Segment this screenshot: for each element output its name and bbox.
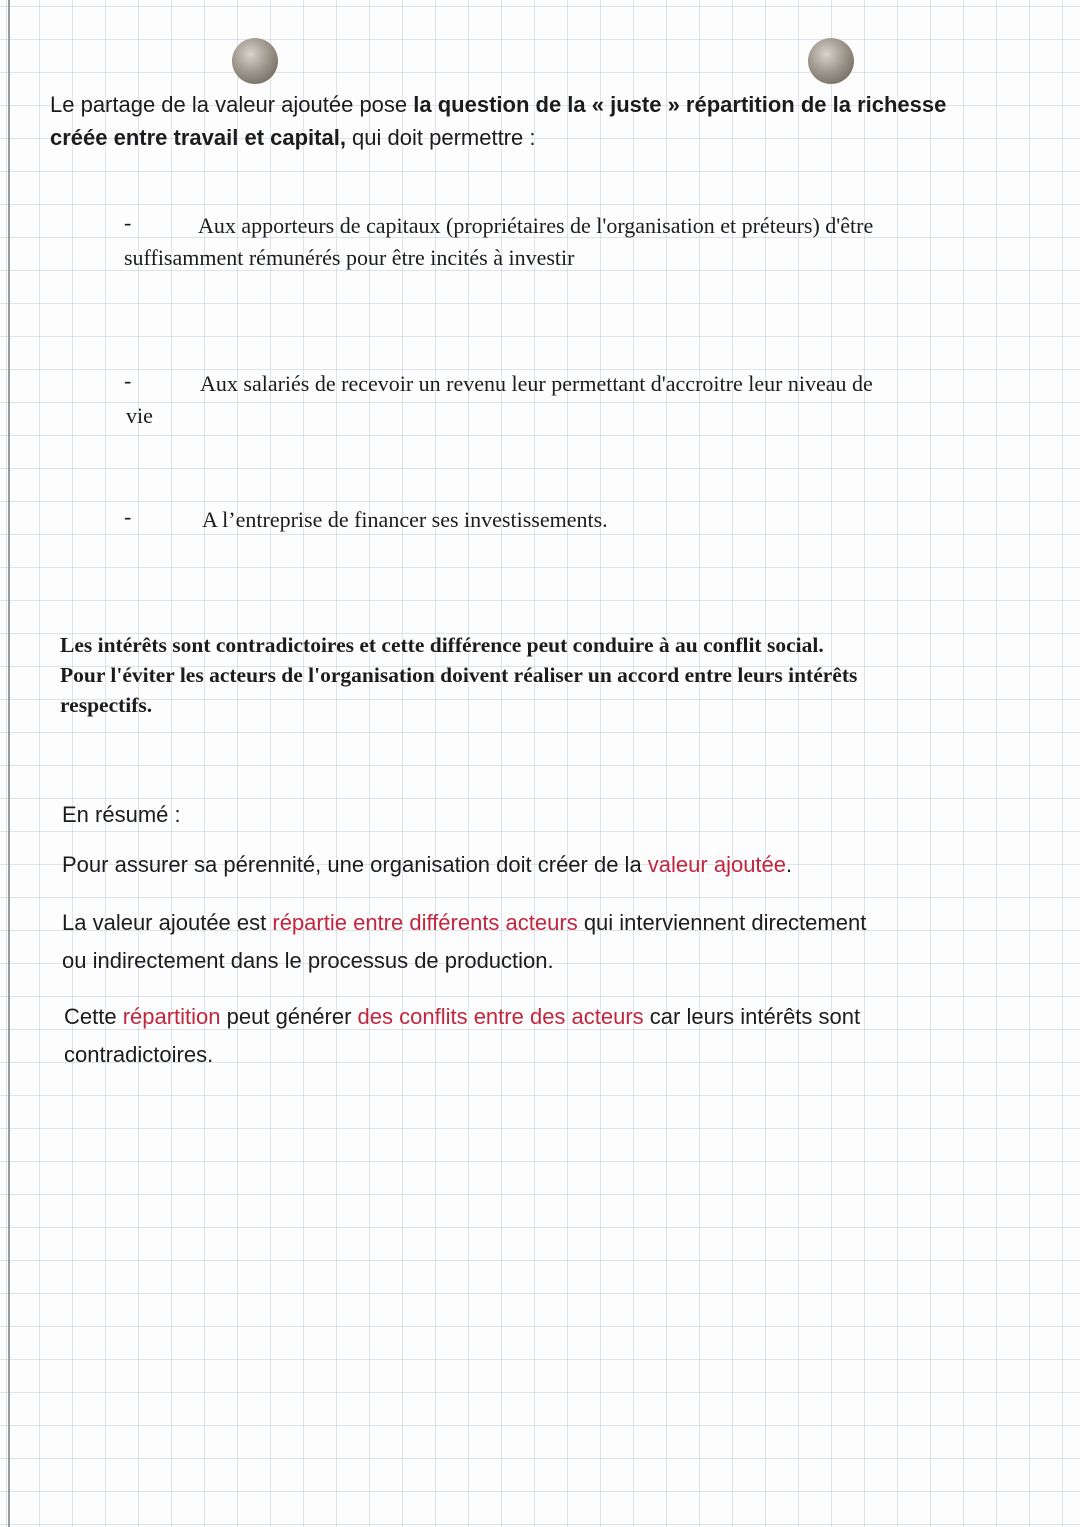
summary-paragraph-3 [64, 998, 1064, 1074]
bullet-dash-1: - [124, 210, 132, 235]
bullet-3: A l’entreprise de financer ses investissements. [202, 507, 608, 532]
conflict-paragraph [60, 630, 1050, 720]
summary-p3-line-2: contradictoires. [64, 1042, 214, 1067]
intro-paragraph [50, 88, 1050, 154]
conflict-line-1: Les intérêts sont contradictoires et cette différence peut conduire à au conflit social. [60, 633, 824, 657]
summary-p2-line-2: ou indirectement dans le processus de production. [62, 948, 554, 973]
bullet-dash-3: - [124, 504, 132, 529]
margin-line [8, 0, 10, 1527]
conflict-line-3: respectifs. [60, 693, 153, 717]
punch-hole-left [232, 38, 278, 84]
punch-hole-right [808, 38, 854, 84]
bullet-1-line-1: Aux apporteurs de capitaux (propriétaires de l'organisation et préteurs) d'être [198, 213, 874, 238]
conflict-line-2: Pour l'éviter les acteurs de l'organisation doivent réaliser un accord entre leurs intérêts [60, 663, 858, 687]
summary-p3-line-1: Cette répartition peut générer des conflits entre des acteurs car leurs intérêts sont [64, 1004, 861, 1029]
intro-line-2: créée entre travail et capital, qui doit permettre : [50, 125, 536, 150]
bullet-1-line-2: suffisamment rémunérés pour être incités à investir [124, 245, 575, 270]
bullet-dash-2: - [124, 368, 132, 393]
summary-p2-line-1: La valeur ajoutée est répartie entre différents acteurs qui interviennent directement [62, 910, 867, 935]
summary-paragraph-1: Pour assurer sa pérennité, une organisation doit créer de la valeur ajoutée. [62, 852, 793, 877]
bullet-2-line-1: Aux salariés de recevoir un revenu leur permettant d'accroitre leur niveau de [200, 371, 873, 396]
bullet-2-line-2: vie [126, 403, 153, 428]
summary-title: En résumé : [62, 802, 181, 827]
summary-paragraph-2 [62, 904, 1062, 980]
intro-line-1: Le partage de la valeur ajoutée pose la question de la « juste » répartition de la richesse [50, 92, 947, 117]
